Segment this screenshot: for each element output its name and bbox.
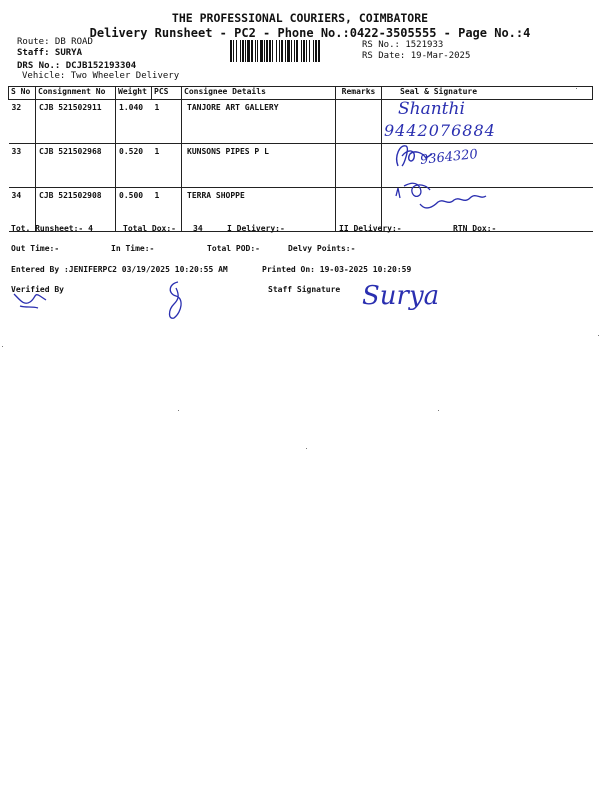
cell-pcs: 1 — [152, 188, 182, 232]
tot-runsheet: Tot. Runsheet:- 4 — [11, 224, 93, 233]
cell-pcs: 1 — [152, 100, 182, 144]
cell-remarks — [336, 100, 382, 144]
barcode-bar — [291, 40, 292, 62]
barcode — [230, 40, 352, 62]
scan-speck — [438, 410, 439, 411]
route-label: Route: DB ROAD — [17, 37, 93, 47]
barcode-bar — [266, 40, 268, 62]
cell-consignment: CJB 521502911 — [36, 100, 116, 144]
scan-speck — [178, 410, 179, 411]
barcode-bar — [315, 40, 317, 62]
staff-signature-label: Staff Signature — [268, 285, 341, 294]
cell-consignee: KUNSONS PIPES P L — [182, 144, 336, 188]
barcode-bar — [303, 40, 305, 62]
barcode-bar — [294, 40, 295, 62]
col-header-consignee: Consignee Details — [182, 87, 336, 100]
barcode-bar — [318, 40, 320, 62]
barcode-bar — [309, 40, 310, 62]
cell-weight: 0.520 — [116, 144, 152, 188]
table-row — [9, 144, 593, 188]
barcode-bar — [269, 40, 271, 62]
total-dox-label: Total Dox:- — [123, 224, 176, 233]
cell-remarks — [336, 144, 382, 188]
barcode-bar — [279, 40, 280, 62]
scan-speck — [576, 88, 577, 89]
col-header-seal-signature: Seal & Signature — [382, 87, 593, 100]
total-dox-value: 34 — [193, 224, 203, 233]
cell-sno: 34 — [9, 188, 36, 232]
barcode-bar — [230, 40, 232, 62]
rtn-dox: RTN Dox:- — [453, 224, 497, 233]
printed-on: Printed On: 19-03-2025 10:20:59 — [262, 265, 412, 274]
table-row — [9, 188, 593, 232]
scan-speck — [306, 448, 307, 449]
entered-by: Entered By :JENIFERPC2 03/19/2025 10:20:55 AM — [11, 265, 228, 274]
barcode-bar — [233, 40, 234, 62]
rs-date: RS Date: 19-Mar-2025 — [362, 51, 471, 61]
barcode-bar — [236, 40, 237, 62]
col-header-pcs: PCS — [152, 87, 182, 100]
total-pod: Total POD:- — [207, 244, 260, 253]
barcode-bar — [247, 40, 250, 62]
barcode-bar — [257, 40, 258, 62]
verified-by-label: Verified By — [11, 285, 64, 294]
cell-weight: 1.040 — [116, 100, 152, 144]
barcode-bar — [272, 40, 273, 62]
table-row — [9, 100, 593, 144]
barcode-bar — [276, 40, 277, 62]
in-time: In Time:- — [111, 244, 155, 253]
runsheet-table — [8, 86, 593, 232]
staff-handwritten-signature: Surya — [362, 281, 440, 311]
signature-scribble-row3 — [390, 176, 500, 218]
staff-label: Staff: SURYA — [17, 48, 83, 58]
company-title: THE PROFESSIONAL COURIERS, COIMBATORE — [171, 11, 429, 25]
drs-number: DRS No.: DCJB152193304 — [17, 61, 137, 71]
barcode-bar — [301, 40, 302, 62]
verified-scribble — [10, 286, 50, 310]
cell-sno: 33 — [9, 144, 36, 188]
barcode-bar — [240, 40, 241, 62]
barcode-bar — [260, 40, 263, 62]
verifier-signature-scribble — [160, 278, 190, 322]
cell-pcs: 1 — [152, 144, 182, 188]
i-delivery: I Delivery:- — [227, 224, 285, 233]
ii-delivery: II Delivery:- — [339, 224, 402, 233]
barcode-bar — [287, 40, 290, 62]
scan-speck — [2, 346, 3, 347]
col-header-consignment: Consignment No — [36, 87, 116, 100]
cell-consignment: CJB 521502968 — [36, 144, 116, 188]
barcode-bar — [296, 40, 298, 62]
barcode-bar — [313, 40, 314, 62]
handwritten-name-shanthi: Shanthi — [398, 99, 465, 119]
out-time: Out Time:- — [11, 244, 60, 253]
cell-weight: 0.500 — [116, 188, 152, 232]
barcode-bar — [245, 40, 246, 62]
runsheet-title: Delivery Runsheet - PC2 - Phone No.:0422-3505555 - Page No.:4 — [89, 26, 531, 40]
col-header-sno: S No — [9, 87, 36, 100]
barcode-bar — [264, 40, 265, 62]
scan-speck — [598, 335, 599, 336]
barcode-bar — [306, 40, 307, 62]
cell-consignee: TANJORE ART GALLERY — [182, 100, 336, 144]
col-header-weight: Weight — [116, 87, 152, 100]
barcode-bar — [281, 40, 283, 62]
barcode-bar — [255, 40, 256, 62]
delvy-points: Delvy Points:- — [288, 244, 356, 253]
handwritten-phone-row2: 9364320 — [419, 147, 479, 168]
vehicle-label: Vehicle: Two Wheeler Delivery — [22, 71, 180, 81]
cell-sno: 32 — [9, 100, 36, 144]
col-header-remarks: Remarks — [336, 87, 382, 100]
cell-consignee: TERRA SHOPPE — [182, 188, 336, 232]
table-header-row — [9, 87, 593, 100]
cell-consignment: CJB 521502908 — [36, 188, 116, 232]
handwritten-phone-row1: 9442076884 — [384, 121, 496, 140]
barcode-bar — [251, 40, 253, 62]
barcode-bar — [242, 40, 244, 62]
barcode-bar — [285, 40, 286, 62]
rs-number: RS No.: 1521933 — [362, 40, 444, 50]
